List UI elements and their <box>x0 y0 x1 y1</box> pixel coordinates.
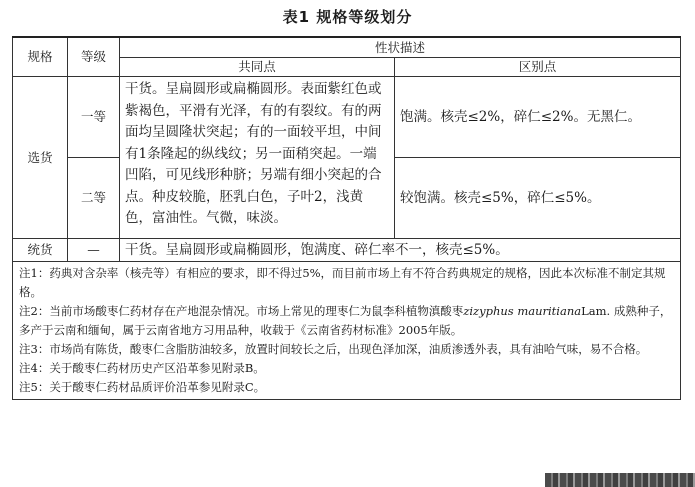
grade2-label: 二等 <box>68 158 120 239</box>
tongu-grade: — <box>68 239 120 262</box>
note-2-latin: zizyphus mauritiana <box>463 304 582 318</box>
note-5: 注5：关于酸枣仁药材品质评价沿革参见附录C。 <box>19 380 266 394</box>
note-3: 注3：市场尚有陈货，酸枣仁含脂肪油较多，放置时间较长之后，出现色泽加深，油质渗透外表，具有油哈气味，易不合格。 <box>19 342 648 356</box>
note-2-post: Lam. 成熟种子，多产于云南和缅甸，属于云南省地方习用品种，收载于《云南省药材标准》2005年版。 <box>19 304 672 337</box>
header-difference: 区别点 <box>395 58 681 77</box>
header-spec: 规格 <box>13 37 68 77</box>
note-2 <box>19 302 674 340</box>
grade2-diff: 较饱满。核壳≤5%，碎仁≤5%。 <box>395 158 681 239</box>
grade1-label: 一等 <box>68 77 120 158</box>
common-text: 干货。呈扁圆形或扁椭圆形。表面紫红色或紫褐色，平滑有光泽，有的有裂纹。有的两面均呈圆隆状突起；有的一面较平坦，中间有1条隆起的纵线纹；另一面稍突起。一端凹陷，可见线形种脐；另端有细小突起的合点。种皮较脆，胚乳白色，子叶2，浅黄色，富油性。气微，味淡。 <box>120 77 395 239</box>
header-common: 共同点 <box>120 58 395 77</box>
tongu-label: 统货 <box>13 239 68 262</box>
select-label: 选货 <box>13 77 68 239</box>
header-traits: 性状描述 <box>120 37 681 58</box>
grade1-diff: 饱满。核壳≤2%，碎仁≤2%。无黑仁。 <box>395 77 681 158</box>
header-grade: 等级 <box>68 37 120 77</box>
note-1: 注1：药典对含杂率（核壳等）有相应的要求，即不得过5%，而目前市场上有不符合药典规定的规格，因此本次标准不制定其规格。 <box>19 266 666 299</box>
table-title: 表1 规格等级划分 <box>282 8 413 26</box>
note-4: 注4：关于酸枣仁药材历史产区沿革参见附录B。 <box>19 361 265 375</box>
note-2-pre: 注2：当前市场酸枣仁药材存在产地混杂情况。市场上常见的理枣仁为鼠李科植物滇酸枣 <box>19 304 464 318</box>
notes-cell <box>13 262 681 400</box>
tongu-text: 干货。呈扁圆形或扁椭圆形，饱满度、碎仁率不一，核壳≤5%。 <box>120 239 681 262</box>
watermark-strip <box>545 473 695 487</box>
grade-table <box>12 36 681 400</box>
